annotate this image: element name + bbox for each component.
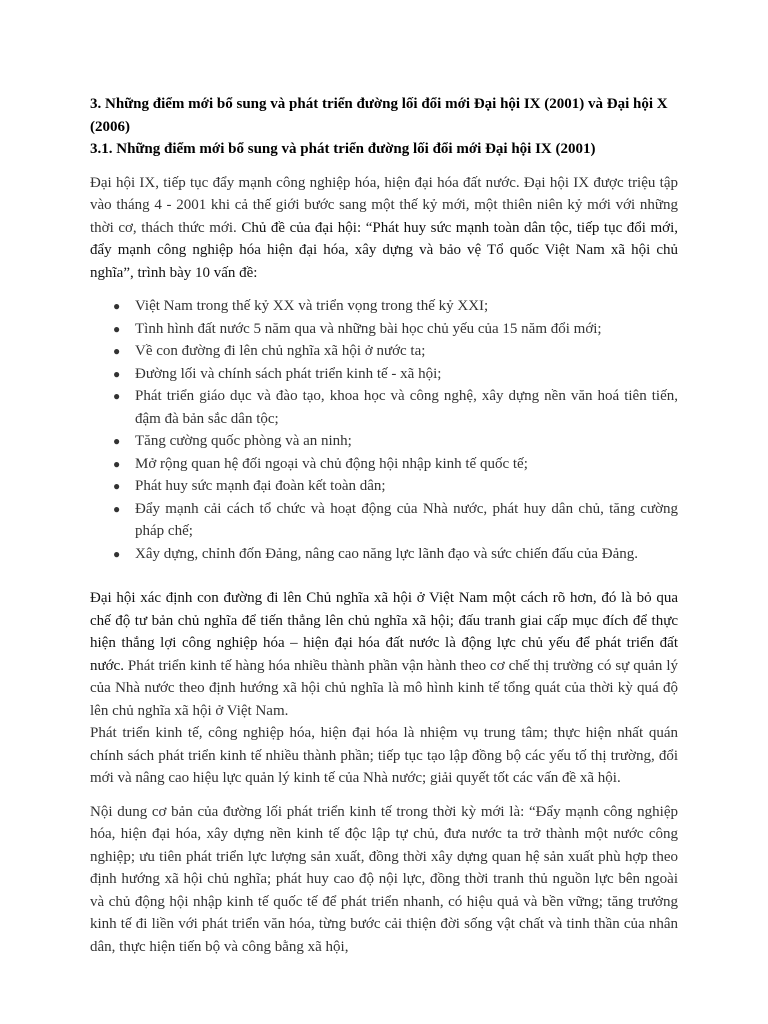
bullet-icon: ● (113, 321, 121, 336)
bullet-icon: ● (113, 456, 121, 471)
list-item-text: Tình hình đất nước 5 năm qua và những bài học chủ yếu của 15 năm đổi mới; (135, 320, 602, 337)
bullet-icon: ● (113, 434, 121, 448)
list-item (90, 475, 678, 498)
economy-paragraph: Phát triển kinh tế, công nghiệp hóa, hiện đại hóa là nhiệm vụ trung tâm; thực hiện nhất quán chính sách phát triển kinh tế nhiều thành phần; tiếp tục tạo lập đồng bộ các yếu tố thị trường, đổi mới và nâng cao hiệu lực quản lý kinh tế của Nhà nước; giải quyết tốt các vấn đề xã hội. (90, 725, 678, 786)
bullet-icon: ● (113, 479, 121, 493)
list-item-text: Tăng cường quốc phòng và an ninh; (135, 433, 352, 449)
path-tail-text: Phát triển kinh tế hàng hóa nhiều thành phần vận hành theo cơ chế thị trường có sự quản lý của Nhà nước theo định hướng xã hội chủ nghĩa là mô hình kinh tế tổng quát của thời kỳ quá độ lên chủ nghĩa xã hội ở Việt Nam. (90, 657, 678, 719)
policy-paragraph: Nội dung cơ bản của đường lối phát triển kinh tế trong thời kỳ mới là: “Đẩy mạnh công nghiệp hóa, hiện đại hóa, xây dựng nền kinh tế độc lập tự chủ, đưa nước ta trở thành một nước công nghiệp; ưu tiên phát triển lực lượng sản xuất, đồng thời xây dựng quan hệ sản xuất phù hợp theo định hướng xã hội chủ nghĩa; phát huy cao độ nội lực, đồng thời tranh thủ nguồn lực bên ngoài và chủ động hội nhập kinh tế quốc tế để phát triển nhanh, có hiệu quả và bền vững; tăng trưởng kinh tế đi liền với phát triển văn hóa, từng bước cải thiện đời sống vật chất và tinh thần của nhân dân, thực hiện tiến bộ và công bằng xã hội, (90, 803, 678, 955)
list-item-text: Phát huy sức mạnh đại đoàn kết toàn dân; (135, 478, 386, 494)
bullet-icon: ● (113, 501, 121, 516)
list-item-text: Đường lối và chính sách phát triển kinh tế - xã hội; (135, 365, 442, 382)
list-item (90, 340, 678, 363)
list-item (90, 543, 678, 566)
bullet-icon: ● (113, 546, 121, 561)
bullet-icon: ● (113, 344, 121, 358)
list-item (90, 430, 678, 453)
list-item (90, 453, 678, 476)
path-paragraph (90, 587, 678, 722)
issues-list (90, 295, 678, 565)
subsection-heading: 3.1. Những điểm mới bổ sung và phát triển đường lối đổi mới Đại hội IX (2001) (90, 141, 596, 157)
document-page (90, 93, 678, 958)
intro-paragraph (90, 172, 678, 285)
list-item-text: Đẩy mạnh cải cách tổ chức và hoạt động của Nhà nước, phát huy dân chủ, tăng cường pháp chế; (135, 500, 678, 539)
intro-lead-text: Đại hội IX, tiếp tục đẩy mạnh công nghiệp hóa, hiện đại hóa đất nước. Đại hội IX được triệu tập vào tháng 4 - 2001 khi cả thế giới bước sang một thế kỷ mới, một thiên niên kỷ mới với những thời cơ, thách thức mới. (90, 174, 678, 236)
list-item (90, 363, 678, 386)
list-item-text: Việt Nam trong thế kỷ XX và triển vọng trong thế kỷ XXI; (135, 298, 489, 314)
list-item (90, 385, 678, 430)
list-item-text: Xây dựng, chỉnh đốn Đảng, nâng cao năng lực lãnh đạo và sức chiến đấu của Đảng. (135, 545, 638, 562)
list-item-text: Về con đường đi lên chủ nghĩa xã hội ở nước ta; (135, 343, 426, 359)
section-heading: 3. Những điểm mới bổ sung và phát triển đường lối đổi mới Đại hội IX (2001) và Đại hội X (2006) (90, 96, 668, 135)
list-item (90, 498, 678, 543)
spacer (90, 790, 678, 801)
bullet-icon: ● (113, 366, 121, 381)
bullet-icon: ● (113, 299, 121, 313)
bullet-icon: ● (113, 389, 121, 403)
spacer (90, 565, 678, 587)
intro-theme-text: Chủ đề của đại hội: “Phát huy sức mạnh toàn dân tộc, tiếp tục đổi mới, đẩy mạnh công nghiệp hóa hiện đại hóa, xây dựng và bảo vệ Tổ quốc Việt Nam xã hội chủ nghĩa”, trình bày 10 vấn đề: (90, 219, 679, 281)
list-item (90, 295, 678, 318)
spacer (90, 161, 678, 172)
path-lead-text: Đại hội xác định con đường đi lên Chủ nghĩa xã hội ở Việt Nam một cách rõ hơn, đó là bỏ qua chế độ tư bản chủ nghĩa để tiến thẳng lên chủ nghĩa xã hội; đấu tranh giai cấp mục đích để thực hiện thắng lợi công nghiệp hóa – hiện đại hóa đất nước là động lực chủ yếu để phát triển đất nước. (90, 590, 678, 674)
list-item (90, 318, 678, 341)
list-item-text: Phát triển giáo dục và đào tạo, khoa học và công nghệ, xây dựng nền văn hoá tiên tiến, đậm đà bản sắc dân tộc; (135, 388, 678, 427)
list-item-text: Mở rộng quan hệ đối ngoại và chủ động hội nhập kinh tế quốc tế; (135, 455, 528, 472)
